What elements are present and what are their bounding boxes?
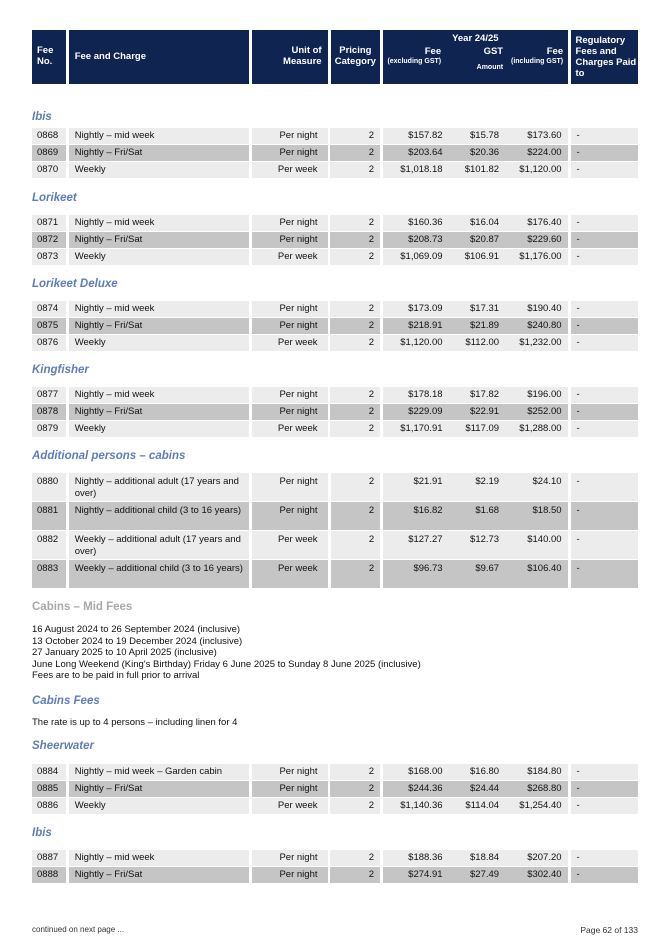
- unit-of-measure: Per night: [252, 215, 327, 231]
- header-fee-incl-sub: (including GST): [511, 58, 564, 65]
- mid-fees-line: Fees are to be paid in full prior to arrival: [32, 670, 200, 681]
- fee-excluding-gst: $244.36: [383, 781, 448, 797]
- fee-number: 0876: [32, 335, 66, 351]
- regulatory-paid-to: -: [571, 473, 638, 501]
- pricing-category: 2: [330, 128, 380, 144]
- fee-including-gst: $106.40: [505, 560, 567, 588]
- fee-description: Weekly: [69, 335, 249, 351]
- pricing-category: 2: [330, 301, 380, 317]
- fee-including-gst: $302.40: [505, 867, 567, 883]
- gst-amount: $18.84: [449, 850, 506, 866]
- fee-including-gst: $224.00: [505, 145, 567, 161]
- regulatory-paid-to: -: [571, 301, 638, 317]
- fee-number: 0877: [32, 387, 66, 403]
- fee-description: Nightly – mid week: [69, 215, 249, 231]
- unit-of-measure: Per night: [252, 850, 327, 866]
- gst-amount: $9.67: [449, 560, 506, 588]
- unit-of-measure: Per week: [252, 249, 327, 265]
- unit-of-measure: Per night: [252, 301, 327, 317]
- fee-excluding-gst: $1,120.00: [383, 335, 448, 351]
- unit-of-measure: Per night: [252, 502, 327, 530]
- fee-description: Nightly – Fri/Sat: [69, 318, 249, 334]
- fee-number: 0874: [32, 301, 66, 317]
- fee-excluding-gst: $157.82: [383, 128, 448, 144]
- fee-number: 0878: [32, 404, 66, 420]
- regulatory-paid-to: -: [571, 404, 638, 420]
- fee-excluding-gst: $229.09: [383, 404, 448, 420]
- pricing-category: 2: [331, 560, 381, 588]
- fee-including-gst: $24.10: [505, 473, 567, 501]
- gst-amount: $15.78: [449, 128, 506, 144]
- fee-number: 0887: [32, 850, 66, 866]
- table-row: [32, 162, 638, 178]
- cabins-fees-text: The rate is up to 4 persons – including linen for 4: [32, 717, 238, 728]
- table-header: [32, 30, 638, 84]
- fee-excluding-gst: $274.91: [383, 867, 448, 883]
- regulatory-paid-to: -: [571, 232, 638, 248]
- unit-of-measure: Per night: [252, 387, 327, 403]
- pricing-category: 2: [331, 473, 381, 501]
- regulatory-paid-to: -: [571, 798, 638, 814]
- fee-number: 0869: [32, 145, 66, 161]
- gst-amount: $12.73: [449, 531, 506, 559]
- fee-description: Nightly – mid week – Garden cabin: [69, 764, 249, 780]
- table-row: [32, 560, 638, 588]
- table-row: [32, 764, 638, 780]
- gst-amount: $17.82: [449, 387, 506, 403]
- regulatory-paid-to: -: [571, 764, 638, 780]
- table-row: [32, 232, 638, 248]
- table-row: [32, 249, 638, 265]
- fee-excluding-gst: $1,170.91: [383, 421, 448, 437]
- regulatory-paid-to: -: [571, 781, 638, 797]
- cabins-fees-title: Cabins Fees: [32, 695, 100, 707]
- continued-note: continued on next page ...: [32, 925, 125, 934]
- pricing-category: 2: [330, 764, 380, 780]
- pricing-category: 2: [330, 387, 380, 403]
- fee-including-gst: $196.00: [505, 387, 567, 403]
- table-row: [32, 421, 638, 437]
- fee-description: Weekly: [69, 249, 249, 265]
- fee-description: Weekly – additional child (3 to 16 years): [69, 560, 249, 588]
- fee-including-gst: $252.00: [505, 404, 567, 420]
- unit-of-measure: Per week: [252, 798, 327, 814]
- unit-of-measure: Per night: [252, 867, 327, 883]
- fee-number: 0882: [32, 531, 66, 559]
- fee-description: Weekly: [69, 421, 249, 437]
- gst-amount: $22.91: [449, 404, 506, 420]
- fee-number: 0868: [32, 128, 66, 144]
- table-row: [32, 781, 638, 797]
- fee-including-gst: $207.20: [505, 850, 567, 866]
- gst-amount: $106.91: [449, 249, 506, 265]
- fee-description: Nightly – mid week: [69, 387, 249, 403]
- pricing-category: 2: [330, 798, 380, 814]
- pricing-category: 2: [330, 318, 380, 334]
- header-unit-of-measure: Unit of Measure: [252, 30, 327, 84]
- gst-amount: $2.19: [449, 473, 506, 501]
- fee-number: 0879: [32, 421, 66, 437]
- gst-amount: $16.04: [449, 215, 506, 231]
- page-number: Page 62 of 133: [580, 925, 638, 935]
- fee-number: 0875: [32, 318, 66, 334]
- table-row: [32, 867, 638, 883]
- fee-excluding-gst: $218.91: [383, 318, 448, 334]
- unit-of-measure: Per week: [252, 531, 327, 559]
- fee-excluding-gst: $1,018.18: [383, 162, 448, 178]
- regulatory-paid-to: -: [571, 421, 638, 437]
- table-row: [32, 850, 638, 866]
- fee-including-gst: $1,176.00: [505, 249, 567, 265]
- header-year-group: [383, 30, 567, 84]
- unit-of-measure: Per night: [252, 145, 327, 161]
- fee-excluding-gst: $1,140.36: [383, 798, 448, 814]
- unit-of-measure: Per night: [252, 232, 327, 248]
- fee-number: 0883: [32, 560, 66, 588]
- fee-including-gst: $268.80: [505, 781, 567, 797]
- gst-amount: $117.09: [449, 421, 506, 437]
- regulatory-paid-to: -: [571, 249, 638, 265]
- table-row: [32, 387, 638, 403]
- mid-fees-line: 27 January 2025 to 10 April 2025 (inclusive): [32, 647, 217, 658]
- unit-of-measure: Per night: [252, 764, 327, 780]
- gst-amount: $21.89: [449, 318, 506, 334]
- pricing-category: 2: [330, 215, 380, 231]
- fee-including-gst: $190.40: [505, 301, 567, 317]
- mid-fees-line: June Long Weekend (King's Birthday) Friday 6 June 2025 to Sunday 8 June 2025 (inclusive): [32, 658, 421, 670]
- unit-of-measure: Per week: [252, 162, 327, 178]
- fee-description: Weekly: [69, 162, 249, 178]
- pricing-category: 2: [331, 531, 381, 559]
- fee-number: 0880: [32, 473, 66, 501]
- gst-amount: $24.44: [449, 781, 506, 797]
- fee-including-gst: $229.60: [505, 232, 567, 248]
- regulatory-paid-to: -: [571, 215, 638, 231]
- section-heading: Ibis: [32, 111, 52, 123]
- table-row: [32, 335, 638, 351]
- mid-fees-line: 16 August 2024 to 26 September 2024 (inclusive): [32, 624, 241, 635]
- table-row: [32, 215, 638, 231]
- pricing-category: 2: [330, 249, 380, 265]
- fee-excluding-gst: $21.91: [383, 473, 448, 501]
- fee-excluding-gst: $203.64: [383, 145, 448, 161]
- regulatory-paid-to: -: [571, 335, 638, 351]
- fee-number: 0888: [32, 867, 66, 883]
- header-pricing-category: Pricing Category: [331, 30, 381, 84]
- table-row: [32, 301, 638, 317]
- unit-of-measure: Per week: [252, 335, 327, 351]
- section-heading: Sheerwater: [32, 740, 95, 752]
- fee-description: Nightly – additional child (3 to 16 years): [69, 502, 249, 530]
- table-row: [32, 473, 638, 501]
- fee-number: 0872: [32, 232, 66, 248]
- fee-excluding-gst: $188.36: [383, 850, 448, 866]
- fee-including-gst: $184.80: [505, 764, 567, 780]
- table-row: [32, 404, 638, 420]
- section-heading: Additional persons – cabins: [32, 450, 186, 462]
- pricing-category: 2: [330, 404, 380, 420]
- regulatory-paid-to: -: [571, 560, 638, 588]
- header-gst: GST: [483, 46, 504, 57]
- fee-number: 0884: [32, 764, 66, 780]
- unit-of-measure: Per week: [252, 560, 327, 588]
- regulatory-paid-to: -: [571, 387, 638, 403]
- fee-excluding-gst: $96.73: [383, 560, 448, 588]
- regulatory-paid-to: -: [571, 145, 638, 161]
- header-fee-excl-sub: (excluding GST): [387, 58, 442, 65]
- section-heading: Lorikeet Deluxe: [32, 278, 118, 290]
- fee-description: Nightly – mid week: [69, 850, 249, 866]
- section-heading: Lorikeet: [32, 192, 77, 204]
- unit-of-measure: Per night: [252, 404, 327, 420]
- fee-including-gst: $240.80: [505, 318, 567, 334]
- fee-page: [32, 30, 638, 880]
- unit-of-measure: Per night: [252, 318, 327, 334]
- pricing-category: 2: [330, 232, 380, 248]
- fee-number: 0885: [32, 781, 66, 797]
- pricing-category: 2: [330, 335, 380, 351]
- regulatory-paid-to: -: [571, 850, 638, 866]
- fee-excluding-gst: $208.73: [383, 232, 448, 248]
- fee-number: 0870: [32, 162, 66, 178]
- pricing-category: 2: [330, 162, 380, 178]
- fee-including-gst: $1,288.00: [505, 421, 567, 437]
- fee-description: Nightly – Fri/Sat: [69, 867, 249, 883]
- fee-including-gst: $1,232.00: [505, 335, 567, 351]
- header-fee-incl: Fee: [546, 46, 564, 57]
- table-row: [32, 531, 638, 559]
- gst-amount: $17.31: [449, 301, 506, 317]
- fee-description: Nightly – Fri/Sat: [69, 404, 249, 420]
- fee-excluding-gst: $178.18: [383, 387, 448, 403]
- pricing-category: 2: [331, 502, 381, 530]
- fee-including-gst: $140.00: [505, 531, 567, 559]
- fee-description: Nightly – Fri/Sat: [69, 232, 249, 248]
- unit-of-measure: Per night: [252, 781, 327, 797]
- pricing-category: 2: [330, 145, 380, 161]
- fee-description: Nightly – mid week: [69, 301, 249, 317]
- table-row: [32, 502, 638, 530]
- regulatory-paid-to: -: [571, 502, 638, 530]
- gst-amount: $27.49: [449, 867, 506, 883]
- pricing-category: 2: [330, 781, 380, 797]
- fee-description: Nightly – Fri/Sat: [69, 781, 249, 797]
- fee-description: Nightly – Fri/Sat: [69, 145, 249, 161]
- fee-number: 0871: [32, 215, 66, 231]
- pricing-category: 2: [330, 421, 380, 437]
- header-fee-and-charge: Fee and Charge: [69, 30, 250, 84]
- gst-amount: $1.68: [449, 502, 506, 530]
- gst-amount: $20.87: [449, 232, 506, 248]
- fee-including-gst: $173.60: [505, 128, 567, 144]
- fee-number: 0881: [32, 502, 66, 530]
- header-fee-excl: Fee: [424, 46, 442, 57]
- mid-fees-title: Cabins – Mid Fees: [32, 601, 133, 613]
- fee-description: Nightly – mid week: [69, 128, 249, 144]
- fee-including-gst: $18.50: [505, 502, 567, 530]
- gst-amount: $20.36: [449, 145, 506, 161]
- header-regulatory: Regulatory Fees and Charges Paid to: [571, 30, 638, 84]
- fee-description: Weekly – additional adult (17 years and over): [69, 531, 249, 559]
- header-fee-no: Fee No.: [32, 30, 66, 84]
- fee-excluding-gst: $173.09: [383, 301, 448, 317]
- fee-excluding-gst: $160.36: [383, 215, 448, 231]
- regulatory-paid-to: -: [571, 318, 638, 334]
- fee-excluding-gst: $168.00: [383, 764, 448, 780]
- fee-including-gst: $176.40: [505, 215, 567, 231]
- regulatory-paid-to: -: [571, 867, 638, 883]
- fee-including-gst: $1,254.40: [505, 798, 567, 814]
- table-row: [32, 318, 638, 334]
- unit-of-measure: Per night: [252, 473, 327, 501]
- fee-description: Nightly – additional adult (17 years and over): [69, 473, 249, 501]
- pricing-category: 2: [330, 850, 380, 866]
- fee-number: 0873: [32, 249, 66, 265]
- regulatory-paid-to: -: [571, 128, 638, 144]
- fee-excluding-gst: $1,069.09: [383, 249, 448, 265]
- gst-amount: $16.80: [449, 764, 506, 780]
- fee-description: Weekly: [69, 798, 249, 814]
- section-heading: Kingfisher: [32, 364, 89, 376]
- table-row: [32, 798, 638, 814]
- mid-fees-line: 13 October 2024 to 19 December 2024 (inclusive): [32, 635, 243, 647]
- regulatory-paid-to: -: [571, 162, 638, 178]
- fee-excluding-gst: $127.27: [383, 531, 448, 559]
- table-row: [32, 128, 638, 144]
- unit-of-measure: Per week: [252, 421, 327, 437]
- gst-amount: $112.00: [449, 335, 506, 351]
- section-heading: Ibis: [32, 827, 52, 839]
- gst-amount: $114.04: [449, 798, 506, 814]
- table-row: [32, 145, 638, 161]
- fee-including-gst: $1,120.00: [505, 162, 567, 178]
- regulatory-paid-to: -: [571, 531, 638, 559]
- fee-excluding-gst: $16.82: [383, 502, 448, 530]
- gst-amount: $101.82: [449, 162, 506, 178]
- unit-of-measure: Per night: [252, 128, 327, 144]
- fee-number: 0886: [32, 798, 66, 814]
- pricing-category: 2: [330, 867, 380, 883]
- header-gst-sub: Amount: [476, 64, 504, 71]
- header-year: Year 24/25: [452, 33, 499, 44]
